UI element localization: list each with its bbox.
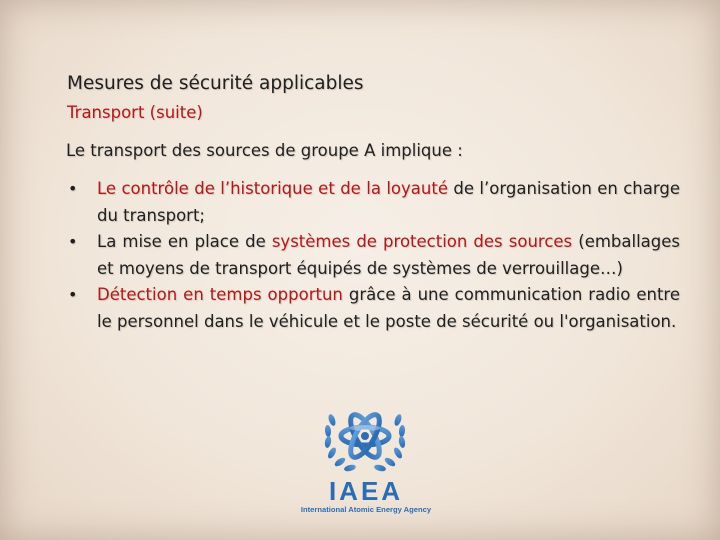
bullet-text: grâce à une communication radio entre le personnel dans le véhicule et le poste de sécurité ou l'organisation. [97, 285, 680, 331]
bullet-text: (emballages et moyens de transport équipés de systèmes de verrouillage…) [97, 232, 681, 278]
bullet-text-highlight: Le contrôle de l’historique et de la loyauté [97, 179, 448, 198]
bullet-list [66, 176, 680, 335]
bullet-text: La mise en place de [97, 232, 272, 251]
bullet-icon: • [68, 179, 78, 198]
slide-title: Mesures de sécurité applicables [67, 73, 364, 94]
intro-text: Le transport des sources de groupe A implique : [66, 141, 463, 160]
bullet-icon: • [68, 232, 78, 251]
slide-subtitle: Transport (suite) [67, 103, 203, 122]
iaea-logo [288, 398, 444, 518]
bullet-icon: • [68, 285, 78, 304]
logo-acronym: IAEA [328, 476, 404, 506]
bullet-item [66, 229, 680, 282]
bullet-text: de l’organisation en charge du transport; [97, 179, 680, 225]
bullet-text-highlight: en temps opportun [177, 285, 349, 304]
bullet-text-highlight: Détection [97, 285, 178, 304]
bullet-item [66, 282, 680, 335]
bullet-text-highlight: systèmes de protection des sources [271, 232, 573, 251]
iaea-atom-emblem-icon [320, 398, 410, 476]
bullet-item [66, 176, 680, 229]
logo-full-name: International Atomic Energy Agency [300, 505, 432, 514]
